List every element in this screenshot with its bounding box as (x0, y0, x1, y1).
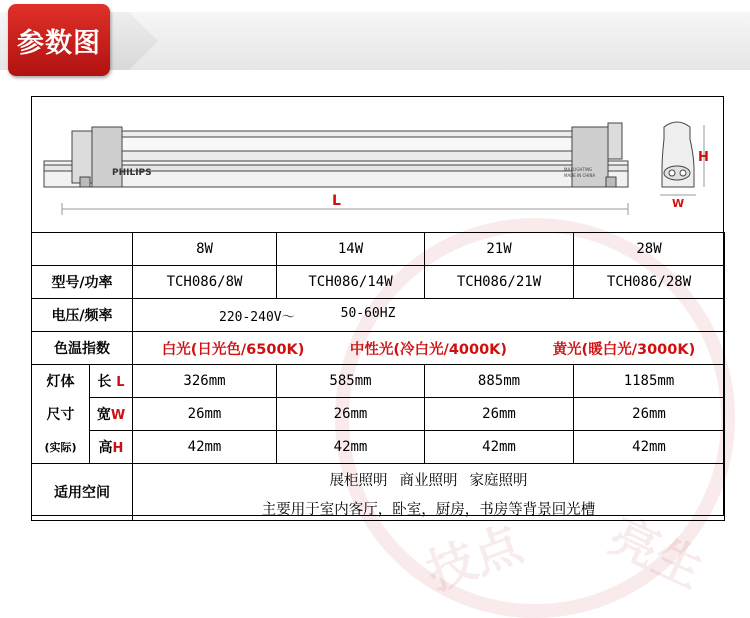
table-row (32, 266, 725, 299)
height-label (90, 431, 133, 464)
width-cell: 26mm (425, 398, 574, 431)
width-cell: 26mm (133, 398, 277, 431)
usage-description: 主要用于室内客厅，卧室，厨房，书房等背景回光槽 (261, 502, 596, 518)
cct-row-label: 色温指数 (32, 332, 133, 365)
header-banner (0, 4, 750, 76)
table-row (32, 332, 725, 365)
width-label (90, 398, 133, 431)
height-dimension-label: H (698, 150, 709, 165)
width-label-text: 宽 (96, 407, 111, 423)
height-cell: 42mm (277, 431, 425, 464)
length-cell: 885mm (425, 365, 574, 398)
width-dimension-label: W (672, 197, 685, 210)
power-cell: 8W (133, 233, 277, 266)
model-cell: TCH086/21W (425, 266, 574, 299)
usage-row-label: 适用空间 (32, 464, 133, 521)
title-badge (8, 4, 110, 76)
length-label (90, 365, 133, 398)
power-cell: 14W (277, 233, 425, 266)
length-key: L (116, 375, 125, 390)
usage-cell (133, 464, 725, 521)
table-row (32, 365, 725, 398)
voltage-row-label: 电压/频率 (32, 299, 133, 332)
usage-item: 商业照明 (399, 473, 458, 489)
spec-small-text: MADE IN CHINA (564, 173, 596, 178)
frequency-value: 50-60HZ (340, 305, 396, 321)
model-cell: TCH086/28W (574, 266, 725, 299)
table-row (32, 464, 725, 521)
page-title: 参数图 (17, 27, 101, 59)
cct-cell (133, 332, 725, 365)
table-row (32, 398, 725, 431)
model-cell: TCH086/14W (277, 266, 425, 299)
cct-option: 中性光(冷白光/4000K) (349, 341, 508, 358)
length-label-text: 长 (97, 374, 112, 390)
height-cell: 42mm (133, 431, 277, 464)
length-cell: 585mm (277, 365, 425, 398)
power-cell: 28W (574, 233, 725, 266)
height-label-text: 高 (98, 440, 113, 456)
height-key: H (112, 441, 124, 456)
model-cell: TCH086/8W (133, 266, 277, 299)
width-cell: 26mm (277, 398, 425, 431)
usage-item: 家庭照明 (469, 473, 528, 489)
width-key: W (110, 408, 126, 423)
usage-item: 展柜照明 (329, 473, 388, 489)
watermark-glyph: 技点 (419, 515, 530, 602)
corner-cell (32, 233, 133, 266)
height-cell: 42mm (425, 431, 574, 464)
power-cell: 21W (425, 233, 574, 266)
table-row (32, 299, 725, 332)
height-cell: 42mm (574, 431, 725, 464)
model-row-label: 型号/功率 (32, 266, 133, 299)
length-dimension-label: L (332, 193, 341, 209)
voltage-cell (133, 299, 725, 332)
size-label-3: (实际) (32, 431, 90, 464)
fixture-drawing (32, 97, 723, 233)
length-cell: 1185mm (574, 365, 725, 398)
size-label-1: 灯体 (32, 365, 90, 398)
cct-option: 白光(日光色/6500K) (161, 341, 305, 358)
watermark-glyph: 亮生 (600, 507, 712, 600)
width-cell: 26mm (574, 398, 725, 431)
table-row (32, 431, 725, 464)
brand-label: PHILIPS (112, 168, 152, 178)
spec-small-text: MAXLIGHTING (564, 167, 593, 172)
voltage-value: 220-240V～ (219, 309, 295, 325)
size-label-2: 尺寸 (32, 398, 90, 431)
length-cell: 326mm (133, 365, 277, 398)
spec-table (31, 232, 725, 521)
cct-option: 黄光(暖白光/3000K) (552, 341, 696, 358)
table-row (32, 233, 725, 266)
